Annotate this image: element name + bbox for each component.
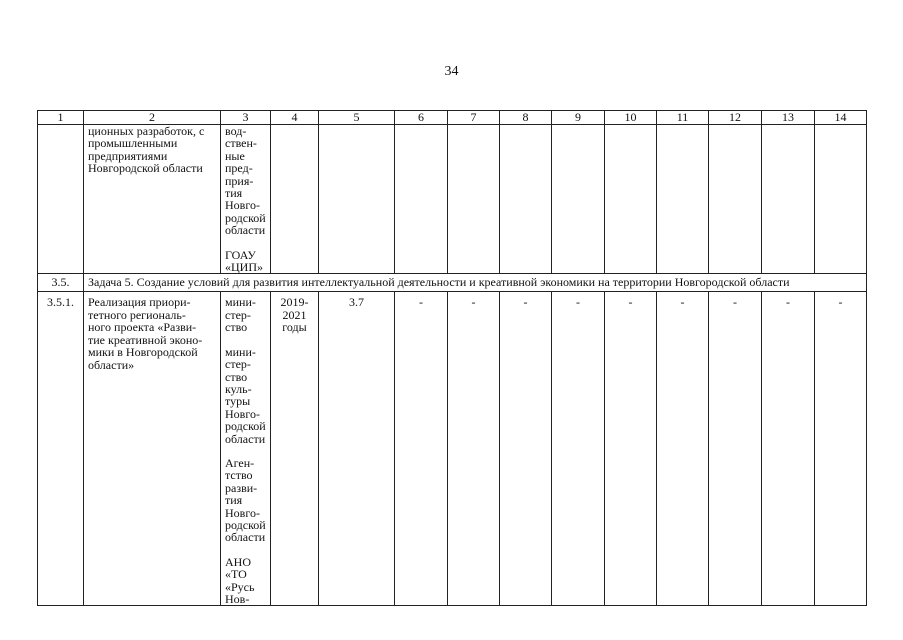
empty-cell: [657, 125, 709, 274]
value-cell: -: [762, 292, 815, 606]
header-cell-14: 14: [815, 111, 867, 125]
row-number-cell: 3.5.1.: [38, 292, 84, 606]
header-cell-10: 10: [605, 111, 657, 125]
row-number-cell: [38, 125, 84, 274]
empty-cell: [552, 125, 605, 274]
value-cell: -: [448, 292, 500, 606]
page-number: 34: [444, 64, 459, 79]
value-cell: -: [500, 292, 552, 606]
empty-cell: [448, 125, 500, 274]
period-cell: 2019- 2021 годы: [271, 292, 319, 606]
executor-entry: ГОАУ «ЦИП»: [225, 247, 263, 275]
table-row: [38, 125, 867, 274]
value-cell: -: [552, 292, 605, 606]
executor-entry: мини- стер- ство: [225, 295, 256, 335]
value-cell: -: [605, 292, 657, 606]
executor-cell: [221, 125, 271, 274]
header-cell-12: 12: [709, 111, 762, 125]
empty-cell: [500, 125, 552, 274]
empty-cell: [762, 125, 815, 274]
table-row: [38, 292, 867, 606]
empty-cell: [709, 125, 762, 274]
header-row: [38, 111, 867, 125]
description-cell: ционных разработок, с промышленными предприятиями Новгородской области: [84, 125, 221, 274]
header-cell-6: 6: [395, 111, 448, 125]
value-cell: -: [709, 292, 762, 606]
task-number-cell: 3.5.: [38, 274, 84, 292]
executor-entry: АНО «ТО «Русь Нов-: [225, 554, 255, 606]
header-cell-5: 5: [319, 111, 395, 125]
executor-entry: мини- стер- ство куль- туры Новго- родской области: [225, 344, 266, 446]
header-cell-2: 2: [84, 111, 221, 125]
header-cell-11: 11: [657, 111, 709, 125]
value-cell: -: [395, 292, 448, 606]
header-cell-13: 13: [762, 111, 815, 125]
executor-entry: вод- ствен- ные пред- прия- тия Новго- родской области: [225, 124, 266, 238]
header-cell-8: 8: [500, 111, 552, 125]
header-cell-9: 9: [552, 111, 605, 125]
indicator-cell: 3.7: [319, 292, 395, 606]
header-cell-4: 4: [271, 111, 319, 125]
empty-cell: [271, 125, 319, 274]
description-cell: Реализация приори- тетного региональ- ного проекта «Разви- тие креативной эконо- мики в Новгородской области»: [84, 292, 221, 606]
header-cell-7: 7: [448, 111, 500, 125]
plan-table: [37, 110, 867, 606]
empty-cell: [319, 125, 395, 274]
value-cell: -: [815, 292, 867, 606]
empty-cell: [815, 125, 867, 274]
executor-entry: Аген- тство разви- тия Новго- родской области: [225, 455, 266, 545]
value-cell: -: [657, 292, 709, 606]
empty-cell: [395, 125, 448, 274]
executor-cell: [221, 292, 271, 606]
header-cell-1: 1: [38, 111, 84, 125]
task-title-cell: Задача 5. Создание условий для развития интеллектуальной деятельности и креативной экономики на территории Новгородской области: [84, 274, 867, 292]
task-row: [38, 274, 867, 292]
empty-cell: [605, 125, 657, 274]
header-cell-3: 3: [221, 111, 271, 125]
